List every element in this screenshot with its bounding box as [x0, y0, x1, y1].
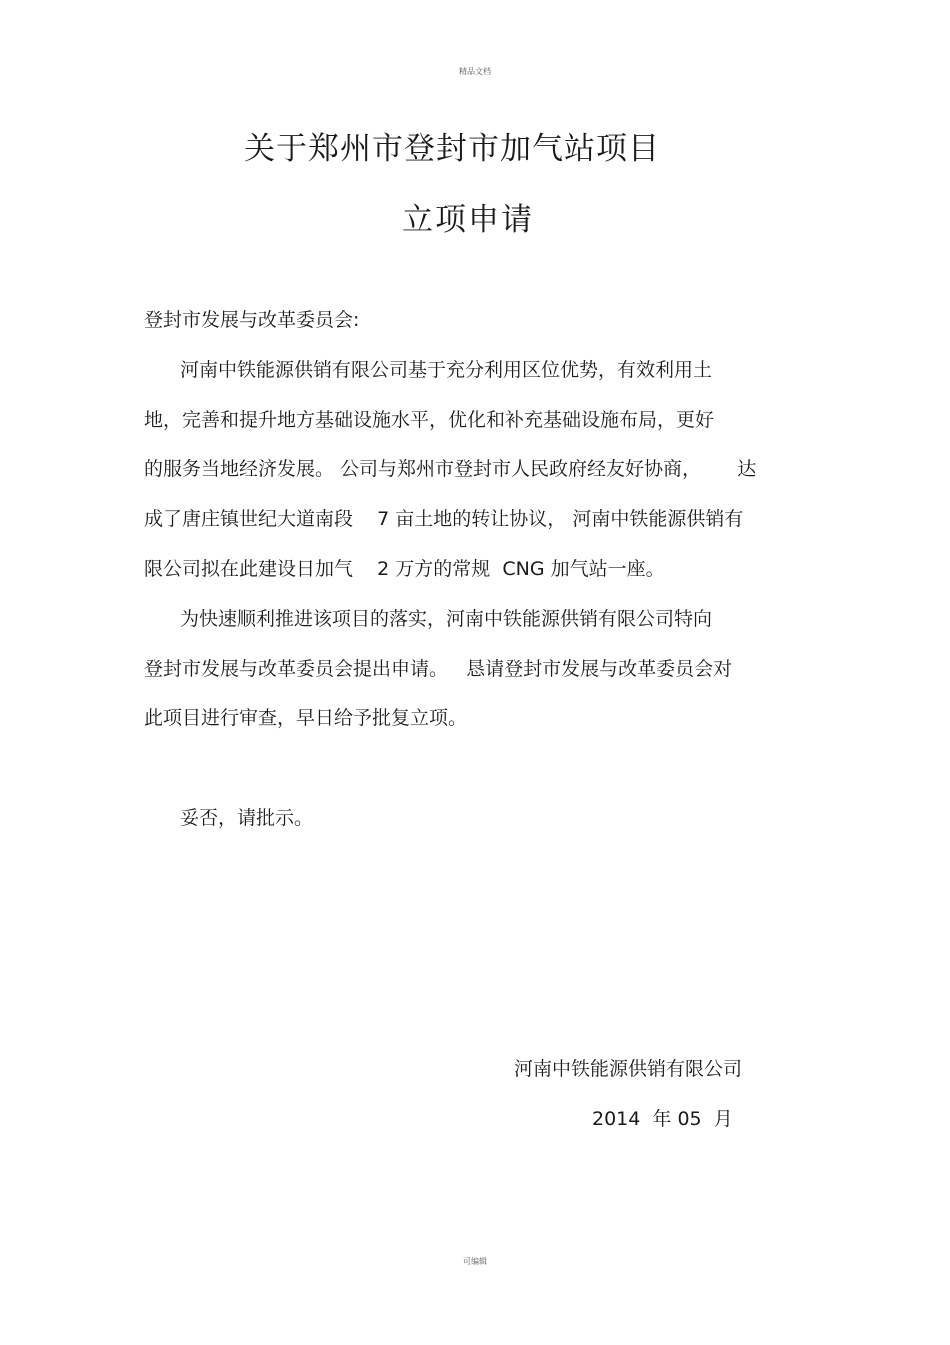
body-line-3: 的服务当地经济发展。 公司与郑州市登封市人民政府经友好协商， 达 — [144, 458, 757, 480]
header-watermark: 精品文档 — [459, 67, 491, 76]
body-line-5: 限公司拟在此建设日加气 2 万方的常规 CNG 加气站一座。 — [144, 558, 665, 580]
body-line-4: 成了唐庄镇世纪大道南段 7 亩土地的转让协议， 河南中铁能源供销有 — [144, 508, 744, 530]
body-line-2: 地，完善和提升地方基础设施水平，优化和补充基础设施布局，更好 — [144, 409, 715, 431]
salutation: 登封市发展与改革委员会: — [144, 309, 360, 331]
body-line-1: 河南中铁能源供销有限公司基于充分利用区位优势，有效利用土 — [180, 359, 713, 381]
body-line-6: 为快速顺利推进该项目的落实，河南中铁能源供销有限公司特向 — [180, 608, 713, 630]
closing-line: 妥否，请批示。 — [180, 807, 314, 829]
document-title-line1: 关于郑州市登封市加气站项目 — [244, 131, 660, 167]
signature-company: 河南中铁能源供销有限公司 — [514, 1058, 743, 1080]
body-line-7: 登封市发展与改革委员会提出申请。 恳请登封市发展与改革委员会对 — [144, 658, 733, 680]
signature-date: 2014 年 05 月 — [592, 1108, 733, 1130]
document-title-line2: 立项申请 — [402, 202, 534, 238]
footer-watermark: 可编辑 — [463, 1257, 487, 1266]
body-line-8: 此项目进行审查，早日给予批复立项。 — [144, 707, 468, 729]
